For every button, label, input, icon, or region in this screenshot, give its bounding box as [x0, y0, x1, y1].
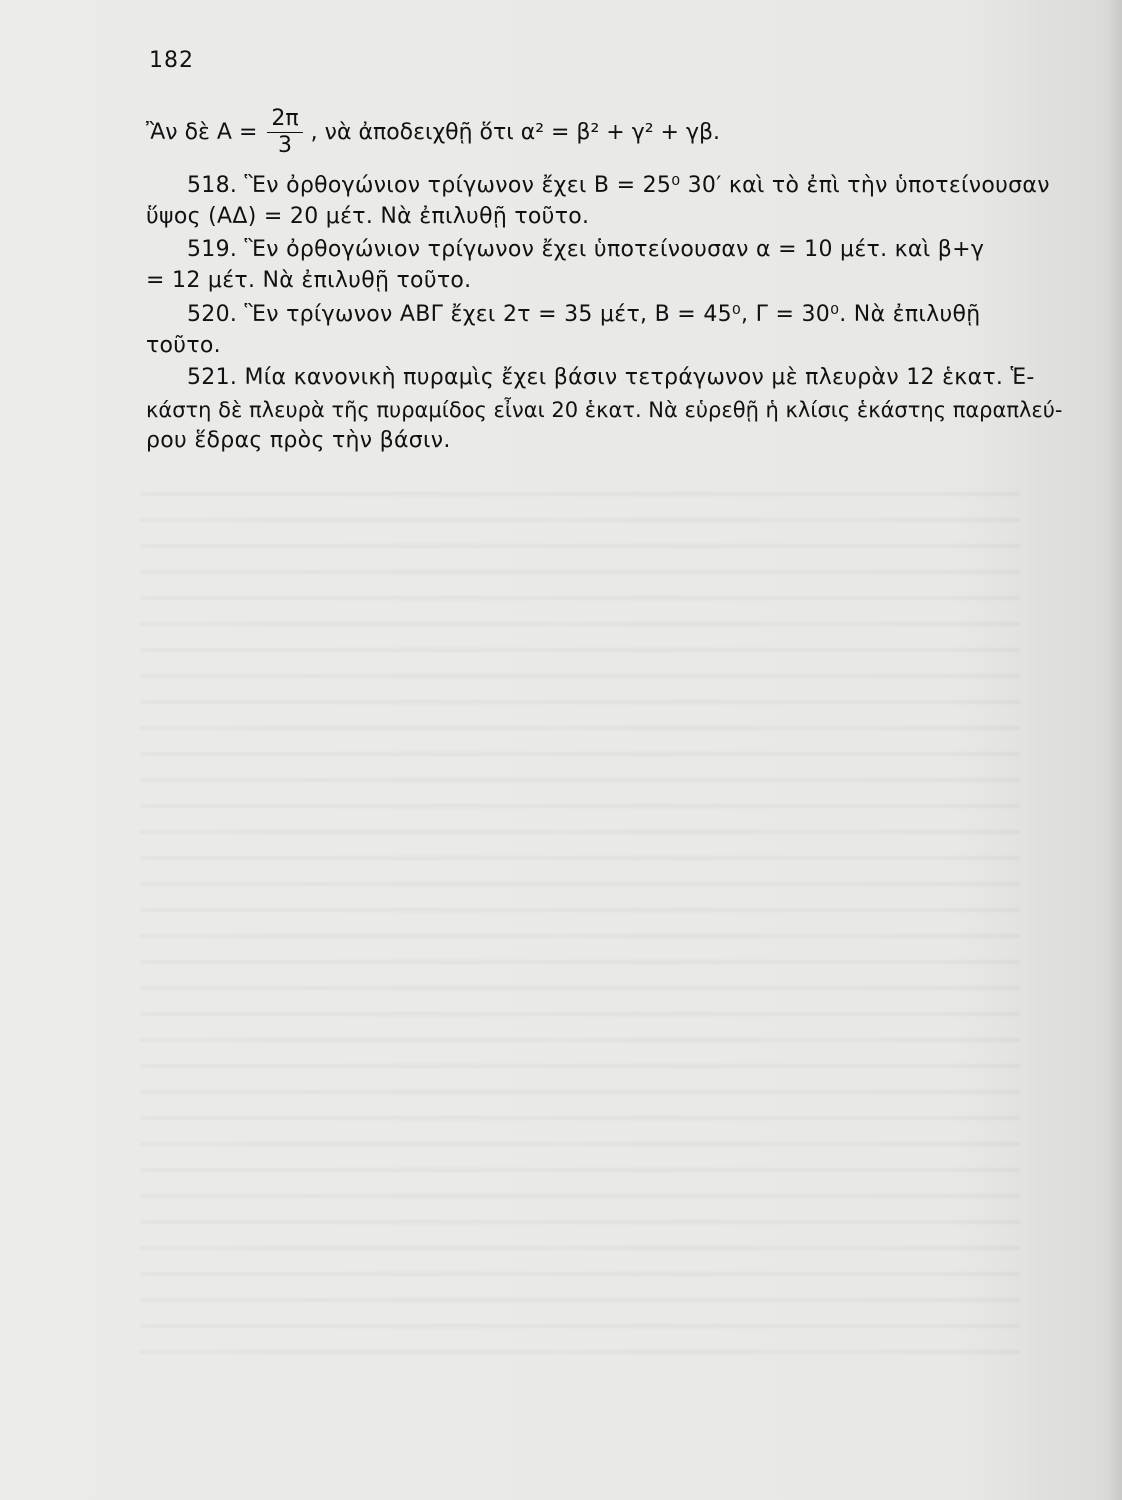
problem-519-line-2: = 12 μέτ. Νὰ ἐπιλυθῇ τοῦτο. [146, 268, 472, 293]
page-number: 182 [149, 48, 194, 73]
page-edge-shadow [1106, 0, 1122, 1500]
problem-520-line-2: τοῦτο. [146, 333, 221, 358]
problem-518-line-2: ὕψος (ΑΔ) = 20 μέτ. Νὰ ἐπιλυθῇ τοῦτο. [146, 204, 590, 229]
problem-521-line-3: ρου ἕδρας πρὸς τὴν βάσιν. [146, 428, 451, 453]
fraction-denominator: 3 [278, 132, 293, 158]
intro-suffix: , νὰ ἀποδειχθῇ ὅτι α² = β² + γ² + γβ. [310, 119, 721, 145]
problem-521-line-2: κάστη δὲ πλευρὰ τῆς πυραμίδος εἶναι 20 ἑκατ. Νὰ εὑρεθῇ ἡ κλίσις ἑκάστης παραπλεύ- [146, 398, 1063, 422]
intro-formula [146, 102, 720, 162]
problem-520-line-1: 520. Ἓν τρίγωνον ΑΒΓ ἔχει 2τ = 35 μέτ, Β = 45⁰, Γ = 30⁰. Νὰ ἐπιλυθῇ [187, 302, 981, 327]
fraction-numerator: 2π [267, 107, 302, 133]
problem-521-line-1: 521. Μία κανονικὴ πυραμὶς ἔχει βάσιν τετράγωνον μὲ πλευρὰν 12 ἑκατ. Ἑ- [187, 365, 1035, 390]
problem-519-line-1: 519. Ἓν ὀρθογώνιον τρίγωνον ἔχει ὑποτείνουσαν α = 10 μέτ. καὶ β+γ [187, 237, 985, 262]
fraction-2pi-over-3 [267, 107, 302, 158]
show-through-texture [140, 470, 1020, 1370]
problem-518-line-1: 518. Ἓν ὀρθογώνιον τρίγωνον ἔχει Β = 25⁰ 30′ καὶ τὸ ἐπὶ τὴν ὑποτείνουσαν [187, 173, 1050, 198]
intro-prefix: Ἂν δὲ Α = [146, 119, 258, 145]
